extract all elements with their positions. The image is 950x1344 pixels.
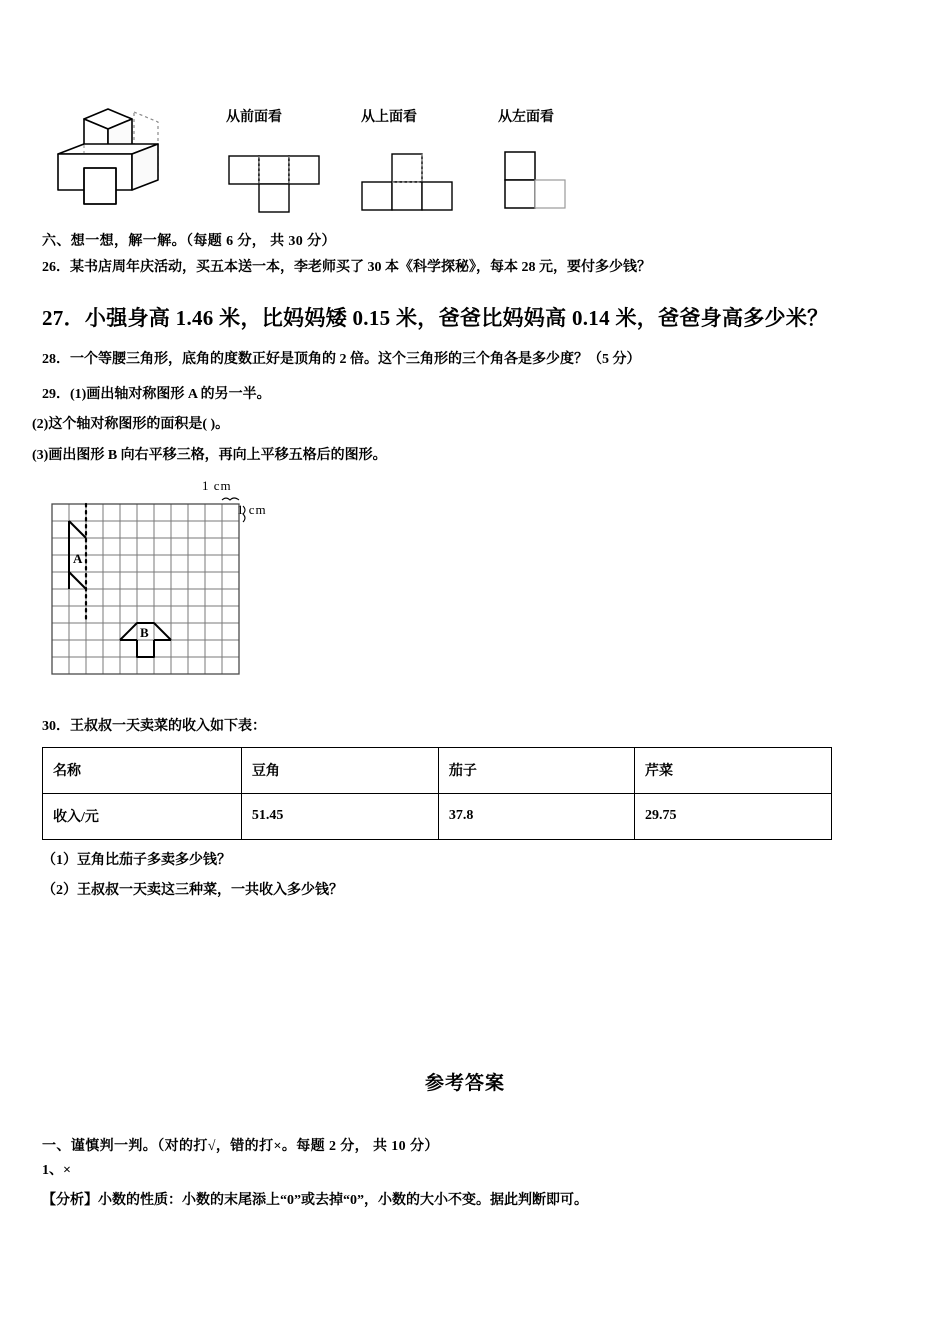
grid-top-cm-label: 1 cm [202, 478, 232, 493]
table-header-cell-name: 名称 [43, 748, 242, 794]
table-header-row [43, 748, 832, 794]
front-view-label: 从前面看 [226, 110, 282, 125]
shape-a-label: A [73, 551, 83, 566]
question-29-line2: (2)这个轴对称图形的面积是( )。 [32, 417, 230, 432]
answer-section-one-heading: 一、谨慎判一判。（对的打√，错的打×。每题 2 分， 共 10 分） [42, 1139, 439, 1154]
table-cell-beans-value: 51.45 [241, 794, 438, 840]
question-27: 27．小强身高 1.46 米，比妈妈矮 0.15 米，爸爸比妈妈高 0.14 米，爸爸身高多少米？ [42, 306, 829, 330]
table-header-cell-beans: 豆角 [241, 748, 438, 794]
section-six-heading: 六、想一想，解一解。（每题 6 分， 共 30 分） [42, 234, 336, 249]
isometric-solid-figure [46, 92, 171, 207]
question-28: 28．一个等腰三角形，底角的度数正好是顶角的 2 倍。这个三角形的三个角各是多少度？（5 分） [42, 352, 641, 367]
table-cell-celery-value: 29.75 [634, 794, 831, 840]
question-26: 26．某书店周年庆活动，买五本送一本，李老师买了 30 本《科学探秘》，每本 28 元，要付多少钱？ [42, 260, 651, 275]
table-cell-eggplant-value: 37.8 [438, 794, 634, 840]
answer-item-1: 1、× [42, 1163, 71, 1178]
table-cell-income-label: 收入/元 [43, 794, 242, 840]
top-view-figure [358, 146, 468, 216]
answer-analysis-1: 【分析】小数的性质：小数的末尾添上“0”或去掉“0”，小数的大小不变。据此判断即可。 [42, 1193, 588, 1208]
question-30-sub2: （2）王叔叔一天卖这三种菜，一共收入多少钱？ [42, 883, 343, 898]
three-views-figure-group [0, 78, 950, 218]
table-row [43, 794, 832, 840]
table-header-cell-eggplant: 茄子 [438, 748, 634, 794]
income-table [42, 747, 832, 840]
grid-right-cm-label: 1 cm [237, 502, 267, 517]
question-29-line3: (3)画出图形 B 向右平移三格，再向上平移五格后的图形。 [32, 448, 387, 463]
question-30-sub1: （1）豆角比茄子多卖多少钱？ [42, 853, 231, 868]
shape-b-label: B [140, 625, 149, 640]
question-29-line1: 29．(1)画出轴对称图形 A 的另一半。 [42, 387, 271, 402]
front-view-figure [225, 146, 335, 216]
left-view-label: 从左面看 [498, 110, 554, 125]
table-header-cell-celery: 芹菜 [634, 748, 831, 794]
symmetry-translation-grid [44, 478, 324, 693]
left-view-figure [495, 144, 585, 218]
top-view-label: 从上面看 [361, 110, 417, 125]
answer-key-title: 参考答案 [425, 1073, 506, 1094]
grid-svg [44, 490, 284, 695]
question-30-stem: 30．王叔叔一天卖菜的收入如下表： [42, 719, 266, 734]
